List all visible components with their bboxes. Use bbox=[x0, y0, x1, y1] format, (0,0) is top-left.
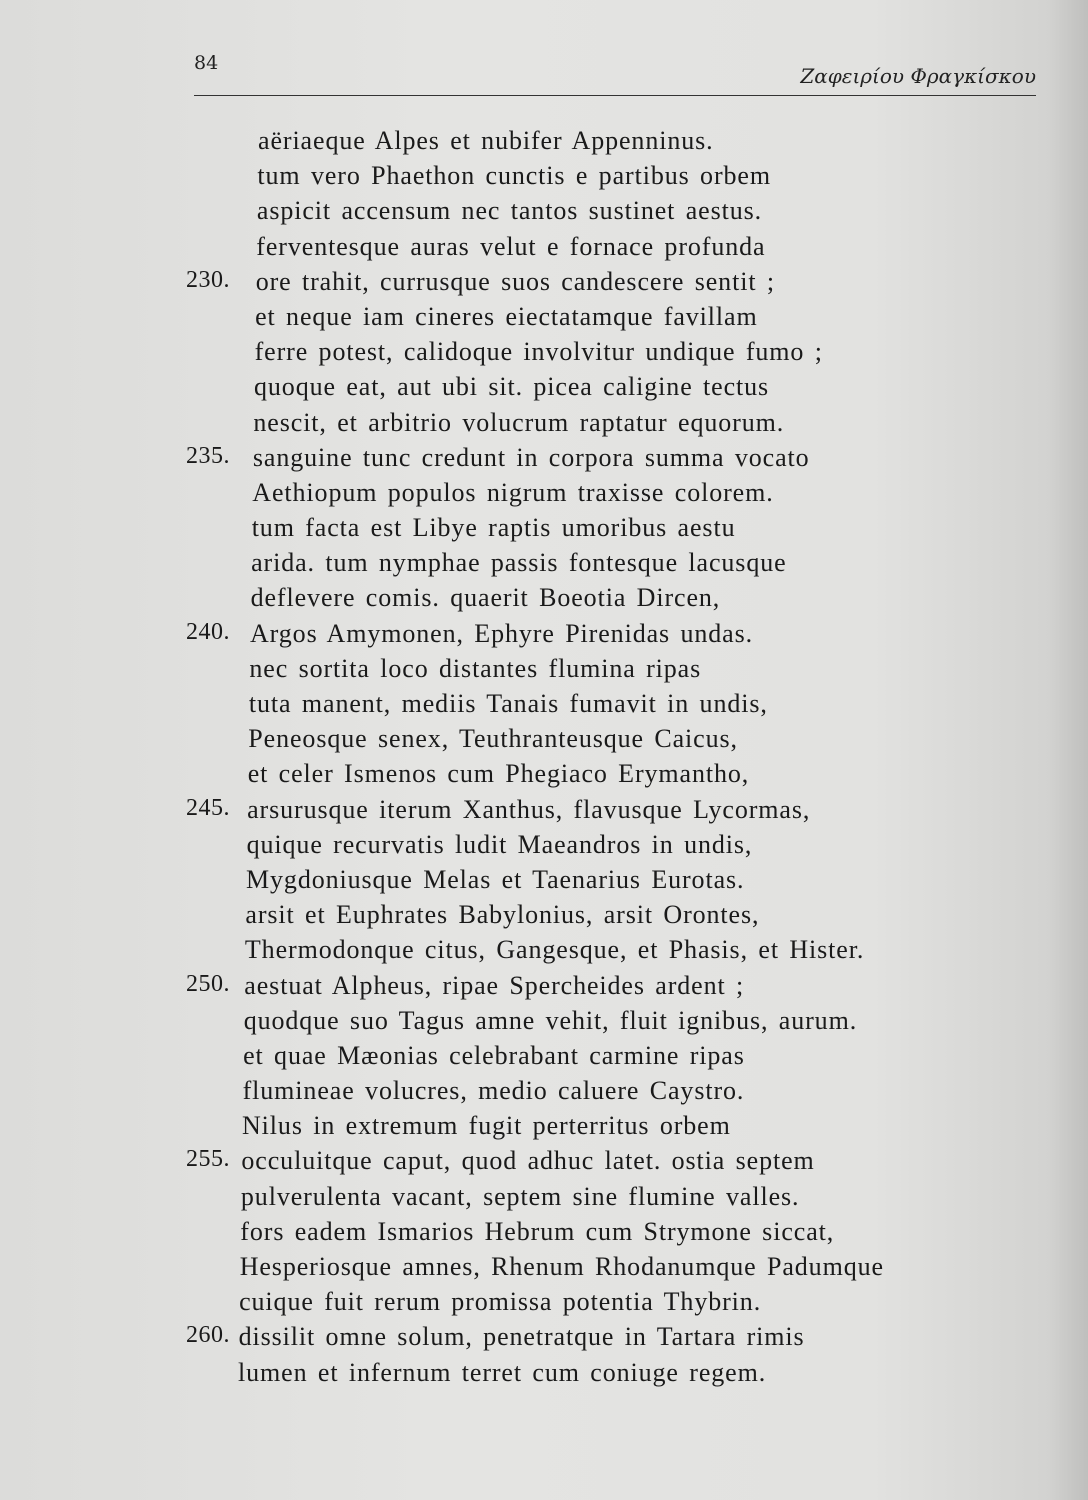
verse-text: cuique fuit rerum promissa potentia Thybrin. bbox=[239, 1287, 762, 1317]
verse-text: aspicit accensum nec tantos sustinet aestus. bbox=[256, 196, 763, 226]
verse-text: et celer Ismenos cum Phegiaco Erymantho, bbox=[247, 759, 750, 789]
verse-line bbox=[0, 971, 1088, 1006]
verse-text: ferventesque auras velut e fornace profunda bbox=[256, 231, 766, 261]
verse-text: tum vero Phaethon cunctis e partibus orbem bbox=[257, 161, 771, 191]
verse-text: aestuat Alpheus, ripae Spercheides ardent ; bbox=[244, 970, 745, 1000]
line-number: 255. bbox=[186, 1146, 230, 1173]
verse-list bbox=[0, 126, 1088, 1393]
line-number: 235. bbox=[186, 442, 230, 469]
verse-line bbox=[0, 1217, 1088, 1252]
verse-text: ferre potest, calidoque involvitur undique fumo ; bbox=[254, 337, 823, 367]
verse-text: fors eadem Ismarios Hebrum cum Strymone siccat, bbox=[240, 1216, 835, 1246]
verse-line bbox=[0, 935, 1088, 970]
verse-text: arsit et Euphrates Babylonius, arsit Orontes, bbox=[245, 900, 760, 930]
verse-text: et quae Mæonias celebrabant carmine ripas bbox=[243, 1040, 745, 1070]
verse-text: arsurusque iterum Xanthus, flavusque Lycormas, bbox=[247, 794, 811, 824]
verse-text: tuta manent, mediis Tanais fumavit in undis, bbox=[248, 689, 768, 718]
verse-line bbox=[0, 1006, 1088, 1041]
verse-text: flumineae volucres, medio caluere Caystro. bbox=[242, 1076, 745, 1106]
verse-text: occuluitque caput, quod adhuc latet. ostia septem bbox=[241, 1146, 815, 1176]
verse-line bbox=[0, 1041, 1088, 1076]
verse-line bbox=[0, 583, 1088, 618]
verse-line bbox=[0, 337, 1088, 372]
verse-text: quique recurvatis ludit Maeandros in undis, bbox=[246, 829, 753, 859]
verse-text: Mygdoniusque Melas et Taenarius Eurotas. bbox=[246, 864, 745, 894]
verse-text: nescit, et arbitrio volucrum raptatur equorum. bbox=[253, 407, 785, 437]
line-number: 245. bbox=[186, 794, 230, 821]
verse-text: tum facta est Libye raptis umoribus aestu bbox=[251, 513, 736, 543]
verse-line bbox=[0, 1322, 1088, 1357]
verse-text: et neque iam cineres eiectatamque favillam bbox=[255, 301, 758, 331]
verse-line bbox=[0, 1076, 1088, 1111]
verse-line bbox=[0, 196, 1088, 231]
verse-line bbox=[0, 900, 1088, 935]
verse-text: Nilus in extremum fugit perterritus orbem bbox=[242, 1111, 731, 1141]
verse-line bbox=[0, 126, 1088, 161]
verse-line bbox=[0, 478, 1088, 513]
verse-line bbox=[0, 1252, 1088, 1287]
verse-text: sanguine tunc credunt in corpora summa vocato bbox=[252, 442, 810, 472]
verse-line bbox=[0, 161, 1088, 196]
line-number: 240. bbox=[186, 618, 230, 645]
verse-line bbox=[0, 654, 1088, 689]
verse-line bbox=[0, 830, 1088, 865]
verse-text: deflevere comis. quaerit Boeotia Dircen, bbox=[250, 583, 721, 613]
verse-text: ore trahit, currusque suos candescere sentit ; bbox=[255, 266, 775, 296]
verse-text: Argos Amymonen, Ephyre Pirenidas undas. bbox=[250, 618, 754, 648]
verse-line bbox=[0, 689, 1088, 724]
verse-line bbox=[0, 232, 1088, 267]
line-number: 230. bbox=[186, 266, 230, 293]
verse-text: quoque eat, aut ubi sit. picea caligine tectus bbox=[254, 372, 770, 402]
verse-text: dissilit omne solum, penetratque in Tartara rimis bbox=[238, 1322, 805, 1352]
verse-line bbox=[0, 513, 1088, 548]
verse-text: arida. tum nymphae passis fontesque lacusque bbox=[251, 548, 787, 578]
verse-line bbox=[0, 1358, 1088, 1393]
verse-line bbox=[0, 865, 1088, 900]
verse-line bbox=[0, 724, 1088, 759]
header-rule bbox=[194, 95, 1036, 96]
line-number: 250. bbox=[186, 970, 230, 997]
verse-line bbox=[0, 1182, 1088, 1217]
verse-text: Thermodonque citus, Gangesque, et Phasis, et Hister. bbox=[244, 935, 865, 965]
verse-line bbox=[0, 548, 1088, 583]
verse-line bbox=[0, 1287, 1088, 1322]
verse-text: aëriaeque Alpes et nubifer Appenninus. bbox=[258, 126, 714, 155]
verse-line bbox=[0, 302, 1088, 337]
verse-text: lumen et infernum terret cum coniuge regem. bbox=[238, 1357, 767, 1387]
verse-text: Peneosque senex, Teuthranteusque Caicus, bbox=[248, 724, 738, 754]
verse-line bbox=[0, 408, 1088, 443]
verse-line bbox=[0, 443, 1088, 478]
verse-text: Hesperiosque amnes, Rhenum Rhodanumque Padumque bbox=[239, 1252, 884, 1281]
page-number: 84 bbox=[194, 52, 219, 74]
verse-text: pulverulenta vacant, septem sine flumine valles. bbox=[240, 1181, 800, 1211]
verse-text: nec sortita loco distantes flumina ripas bbox=[249, 653, 702, 683]
verse-line bbox=[0, 372, 1088, 407]
verse-line bbox=[0, 619, 1088, 654]
line-number: 260. bbox=[186, 1322, 230, 1349]
verse-text: Aethiopum populos nigrum traxisse colorem. bbox=[252, 477, 774, 507]
verse-text: quodque suo Tagus amne vehit, fluit ignibus, aurum. bbox=[243, 1005, 858, 1035]
running-head: Ζαφειρίου Φραγκίσκου bbox=[800, 64, 1036, 88]
verse-line bbox=[0, 1146, 1088, 1181]
verse-line bbox=[0, 1111, 1088, 1146]
verse-line bbox=[0, 795, 1088, 830]
verse-line bbox=[0, 267, 1088, 302]
verse-line bbox=[0, 759, 1088, 794]
